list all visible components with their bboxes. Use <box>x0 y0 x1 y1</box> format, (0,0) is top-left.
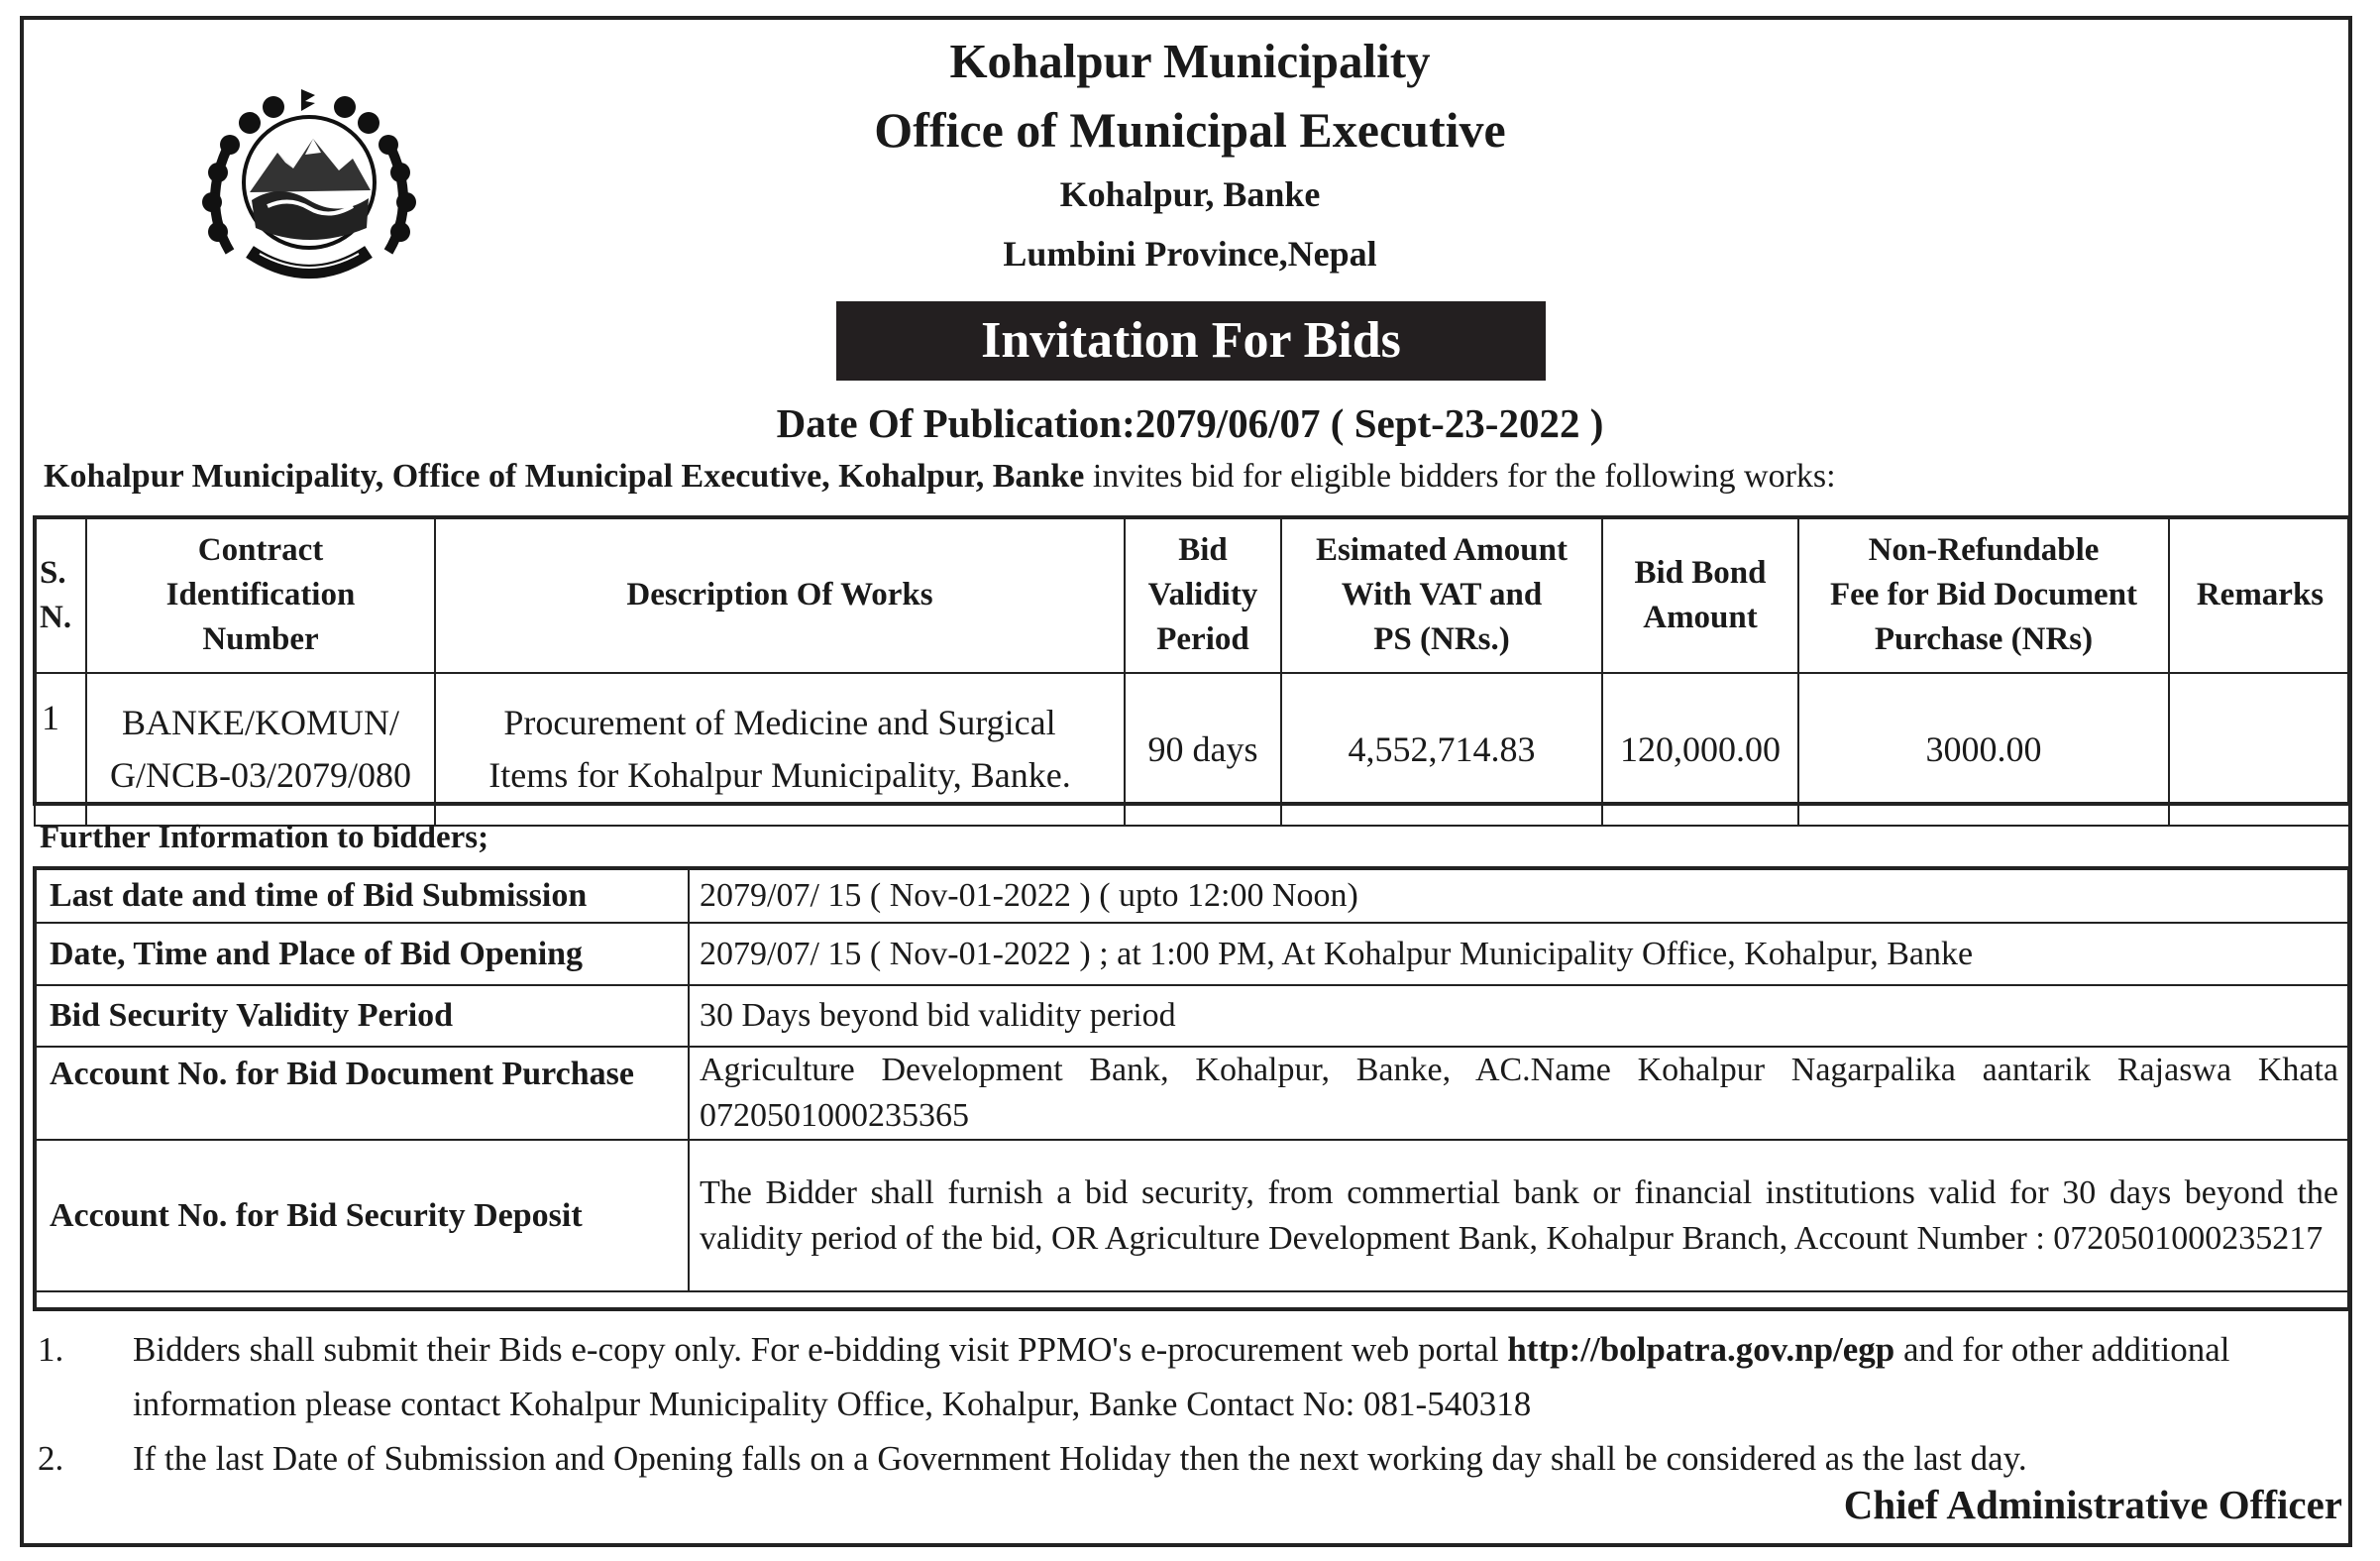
egp-portal-link[interactable]: http://bolpatra.gov.np/egp <box>1507 1330 1895 1369</box>
note-text: Bidders shall submit their Bids e-copy only. For e-bidding visit PPMO's e-procurement web portal <box>133 1330 1508 1369</box>
note-number: 2. <box>38 1439 64 1478</box>
publication-date: Date Of Publication:2079/06/07 ( Sept-23-2022 ) <box>776 400 1604 446</box>
info-label: Bid Security Validity Period <box>35 985 689 1047</box>
info-label: Account No. for Bid Security Deposit <box>35 1140 689 1291</box>
header-remarks: Remarks <box>2169 517 2351 673</box>
row-fee: 3000.00 <box>1798 673 2169 826</box>
row-amount: 4,552,714.83 <box>1281 673 1602 826</box>
municipality-name: Kohalpur Municipality <box>949 34 1431 88</box>
letterhead <box>0 28 2380 283</box>
table-row <box>35 1140 2349 1291</box>
table-row <box>35 868 2349 923</box>
table-row <box>35 1047 2349 1140</box>
header-contract-id: Contract Identification Number <box>86 517 435 673</box>
note-text-continued: and for other additional information please contact Kohalpur Municipality Office, Kohalpur, Banke Contact No: 081-540318 <box>133 1330 2230 1423</box>
table-row <box>35 673 2351 826</box>
info-label: Account No. for Bid Document Purchase <box>35 1047 689 1140</box>
info-value: 2079/07/ 15 ( Nov-01-2022 ) ( upto 12:00 Noon) <box>689 868 2349 923</box>
intro-issuer: Kohalpur Municipality, Office of Municipal Executive, Kohalpur, Banke <box>44 458 1085 495</box>
notes-list <box>38 1322 2346 1486</box>
list-item <box>38 1431 2346 1486</box>
signature-title: Chief Administrative Officer <box>1843 1482 2342 1527</box>
intro-rest: invites bid for eligible bidders for the following works: <box>1084 458 1836 495</box>
info-label: Date, Time and Place of Bid Opening <box>35 923 689 985</box>
info-label: Last date and time of Bid Submission <box>35 868 689 923</box>
header-validity: Bid Validity Period <box>1125 517 1281 673</box>
note-text: If the last Date of Submission and Opening falls on a Government Holiday then the next working day shall be considered as the last day. <box>133 1439 2027 1478</box>
office-name: Office of Municipal Executive <box>874 102 1506 158</box>
office-location: Kohalpur, Banke <box>1059 174 1321 214</box>
row-description: Procurement of Medicine and Surgical Items for Kohalpur Municipality, Banke. <box>435 673 1125 826</box>
list-item <box>38 1322 2346 1431</box>
note-number: 1. <box>38 1330 64 1369</box>
row-remarks <box>2169 673 2351 826</box>
row-bond: 120,000.00 <box>1602 673 1798 826</box>
notice-title: Invitation For Bids <box>836 301 1546 381</box>
table-row <box>35 985 2349 1047</box>
info-value: 30 Days beyond bid validity period <box>689 985 2349 1047</box>
intro-text <box>44 455 1836 499</box>
works-table-header <box>35 517 2351 673</box>
info-value: Agriculture Development Bank, Kohalpur, Banke, AC.Name Kohalpur Nagarpalika aantarik Rajaswa Khata 0720501000235365 <box>689 1047 2349 1140</box>
info-value: The Bidder shall furnish a bid security, from commertial bank or financial institutions valid for 30 days beyond the validity period of the bid, OR Agriculture Development Bank, Kohalpur Branch, Account Number : 0720501000235217 <box>689 1140 2349 1291</box>
header-amount: Esimated Amount With VAT and PS (NRs.) <box>1281 517 1602 673</box>
header-description: Description Of Works <box>435 517 1125 673</box>
row-contract-id: BANKE/KOMUN/ G/NCB-03/2079/080 <box>86 673 435 826</box>
row-validity: 90 days <box>1125 673 1281 826</box>
office-province: Lumbini Province,Nepal <box>1003 234 1377 274</box>
header-bond: Bid Bond Amount <box>1602 517 1798 673</box>
table-row <box>35 923 2349 985</box>
header-sn: S. N. <box>35 517 86 673</box>
info-table <box>34 867 2350 1292</box>
works-table <box>34 516 2352 827</box>
header-fee: Non-Refundable Fee for Bid Document Purchase (NRs) <box>1798 517 2169 673</box>
further-info-title: Further Information to bidders; <box>40 820 489 855</box>
info-value: 2079/07/ 15 ( Nov-01-2022 ) ; at 1:00 PM, At Kohalpur Municipality Office, Kohalpur, Banke <box>689 923 2349 985</box>
row-sn: 1 <box>35 673 86 826</box>
